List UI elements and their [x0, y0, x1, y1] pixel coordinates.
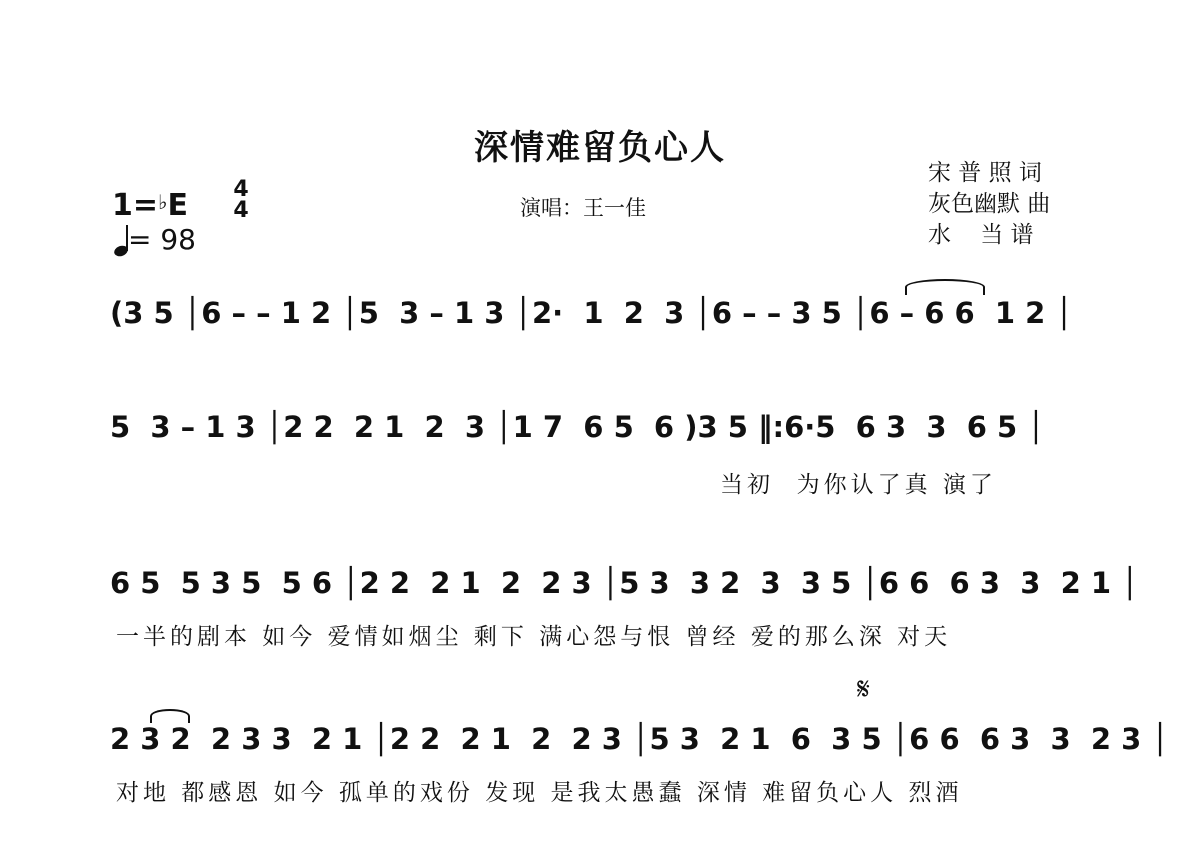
credits-block [928, 158, 1050, 251]
notes-line-1: (3 5 │6 – – 1 2 │5 3 – 1 3 │2· 1 2 3 │6 – – 3 5 │6 – 6 6 1 2 │ [110, 296, 1073, 330]
lyrics-line-3: 一半的剧本 如今 爱情如烟尘 剩下 满心怨与恨 曾经 爱的那么深 对天 [116, 624, 952, 650]
composer-credit: 灰色幽默 曲 [928, 191, 1051, 217]
notes-line-3: 6 5 5 3 5 5 6 │2 2 2 1 2 2 3 │5 3 3 2 3 3 5 │6 6 6 3 3 2 1 │ [110, 566, 1139, 600]
transcriber-credit: 水 当 谱 [928, 222, 1034, 248]
segno-icon: 𝄋 [857, 672, 870, 707]
slur-arc [150, 709, 190, 723]
notes-line-2: 5 3 – 1 3 │2 2 2 1 2 3 │1 7 6 5 6 )3 5 ‖:6·5 6 3 3 6 5 │ [110, 410, 1045, 444]
song-title: 深情难留负心人 [474, 128, 726, 168]
lyricist-credit: 宋 普 照 词 [928, 160, 1042, 186]
notes-line-4: 2 3 2 2 3 3 2 1 │2 2 2 1 2 2 3 │5 3 2 1 6 3 5 │6 6 6 3 3 2 3 │ [110, 722, 1169, 756]
quarter-note-icon [114, 226, 128, 256]
tie-arc [905, 279, 985, 295]
time-signature: 4 4 [233, 177, 249, 223]
tempo-marking: = 98 [114, 223, 196, 256]
lyrics-line-4: 对地 都感恩 如今 孤单的戏份 发现 是我太愚蠢 深情 难留负心人 烈酒 [116, 780, 963, 806]
singer-credit: 演唱：王一佳 [520, 196, 646, 220]
lyrics-line-2: 当初 为你认了真 演了 [720, 472, 997, 498]
key-signature: 1=♭E [112, 188, 188, 223]
